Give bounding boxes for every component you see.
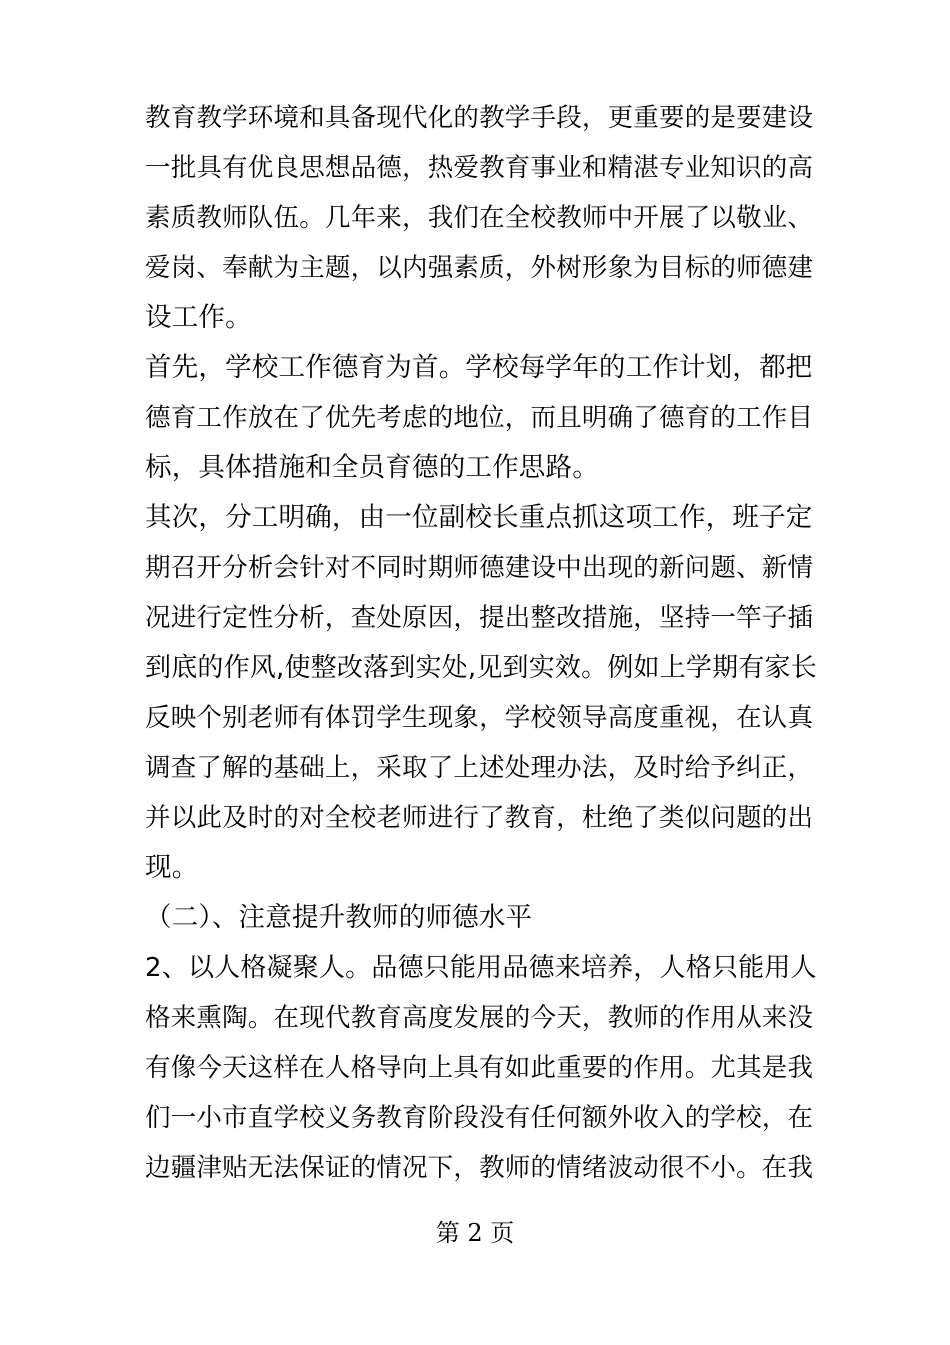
text-line-9: 其次，分工明确，由一位副校长重点抓这项工作，班子定 <box>145 502 813 533</box>
text-line-15: 并以此及时的对全校老师进行了教育，杜绝了类似问题的出 <box>145 803 814 833</box>
text-line-5: 设工作。 <box>145 302 252 333</box>
text-line-19: 格来熏陶。在现代教育高度发展的今天，教师的作用从来没 <box>145 1003 814 1033</box>
text-line-2: 一批具有优良思想品德，热爱教育事业和精湛专业知识的高 <box>145 153 814 183</box>
section-heading: （二）、注意提升教师的师德水平 <box>145 902 533 933</box>
text-line-16: 现。 <box>145 852 199 883</box>
text-line-7: 德育工作放在了优先考虑的地位，而且明确了德育的工作目 <box>145 403 814 433</box>
text-line-14: 调查了解的基础上，采取了上述处理办法，及时给予纠正， <box>145 753 814 783</box>
page-number: 第 2 页 <box>435 1219 515 1247</box>
text-line-4: 爱岗、奉献为主题，以内强素质，外树形象为目标的师德建 <box>145 253 814 283</box>
text-line-6: 首先，学校工作德育为首。学校每学年的工作计划，都把 <box>145 352 813 383</box>
text-line-10: 期召开分析会针对不同时期师德建设中出现的新问题、新情 <box>145 553 814 583</box>
text-line-22: 边疆津贴无法保证的情况下，教师的情绪波动很不小。在我 <box>145 1153 814 1183</box>
text-line-8: 标，具体措施和全员育德的工作思路。 <box>145 452 599 483</box>
text-line-11: 况进行定性分析，查处原因，提出整改措施，坚持一竿子插 <box>145 603 814 633</box>
text-line-12: 到底的作风,使整改落到实处,见到实效。例如上学期有家长 <box>145 653 817 683</box>
text-line-18: 2、以人格凝聚人。品德只能用品德来培养，人格只能用人 <box>145 953 817 983</box>
text-line-1: 教育教学环境和具备现代化的教学手段，更重要的是要建设 <box>145 103 814 133</box>
text-line-3: 素质教师队伍。几年来，我们在全校教师中开展了以敬业、 <box>145 203 814 233</box>
text-line-13: 反映个别老师有体罚学生现象，学校领导高度重视，在认真 <box>145 703 814 733</box>
text-line-20: 有像今天这样在人格导向上具有如此重要的作用。尤其是我 <box>145 1053 814 1083</box>
text-line-21: 们一小市直学校义务教育阶段没有任何额外收入的学校，在 <box>145 1103 814 1133</box>
